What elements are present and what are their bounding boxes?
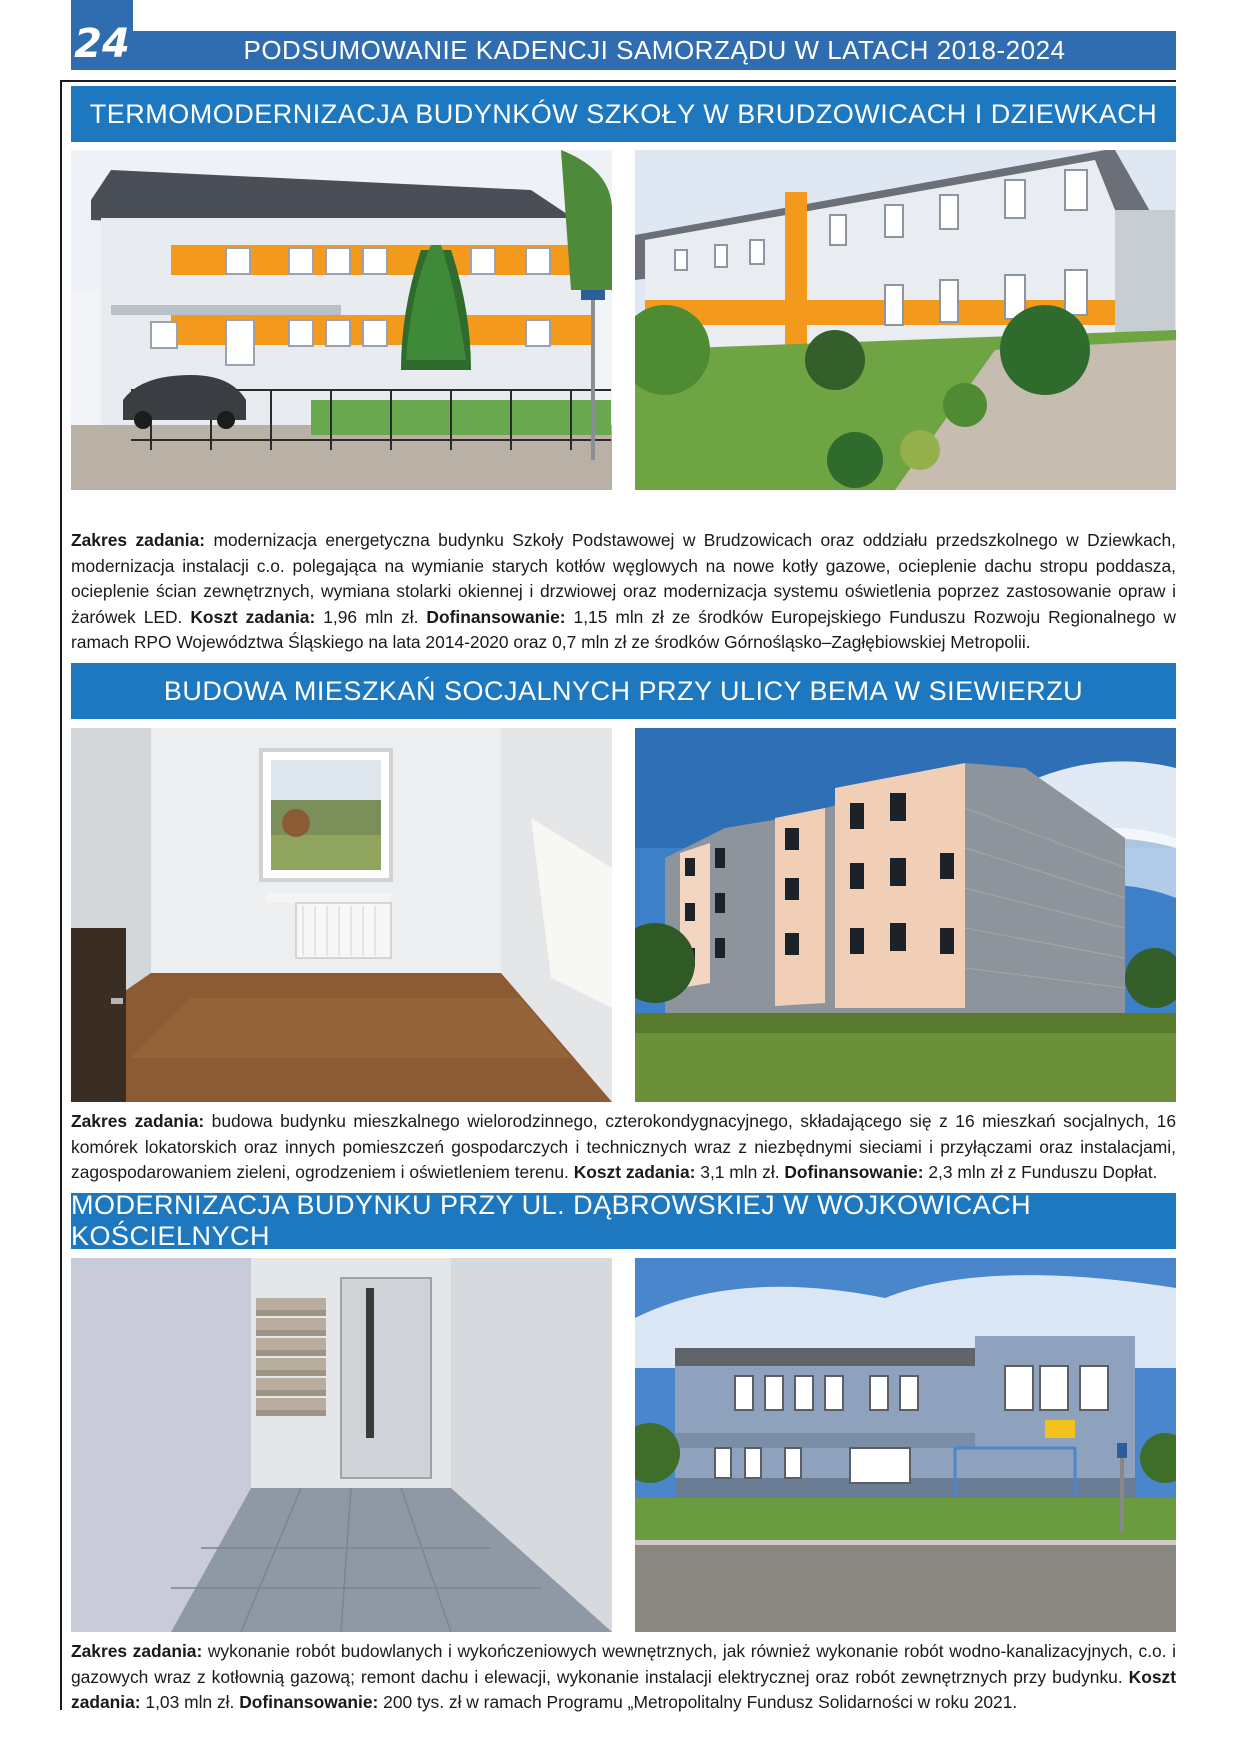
cost-text: 1,96 mln zł. <box>315 606 427 627</box>
header-title: PODSUMOWANIE KADENCJI SAMORZĄDU W LATACH 2018-2024 <box>243 35 1066 65</box>
page-number: 24 <box>71 0 133 70</box>
section-description <box>71 1639 1176 1716</box>
cost-label: Koszt zadania: <box>190 606 316 627</box>
header-rule <box>60 80 1176 82</box>
section-description <box>71 528 1176 656</box>
funding-text: 1,15 mln zł ze środków Europejskiego Funduszu Rozwoju Regionalnego w ramach RPO Województwa Śląskiego na lata 2014-2020 oraz 0,7 mln zł ze środków Górnośląsko–Zagłębiowskiej Metropolii. <box>71 606 1176 653</box>
scope-label: Zakres zadania: <box>71 1111 205 1131</box>
grey-building-photo <box>635 1258 1176 1632</box>
scope-text: modernizacja energetyczna budynku Szkoły Podstawowej w Brudzowicach oraz oddziału przedszkolnego w Dziewkach, modernizacja instalacji c.o. polegająca na wymianie starych kotłów węglowych na nowe kotły gazowe, ocieplenie dachu stropu poddasza, ocieplenie ścian zewnętrznych, wymiana stolarki okiennej i drzwiowej oraz modernizacja systemu oświetlenia poprzez zastosowanie opraw i żarówek LED. <box>71 530 1176 627</box>
section-title-bar <box>71 663 1176 719</box>
scope-text: budowa budynku mieszkalnego wielorodzinnego, czterokondygnacyjnego, składającego się z 16 mieszkań socjalnych, 16 komórek lokatorskich oraz innych pomieszczeń gospodarczych i technicznych wraz z niezbędnymi sieciami i przyłączami oraz instalacjami, zagospodarowaniem zieleni, ogrodzeniem i oświetleniem terenu. <box>71 1111 1176 1183</box>
school-side-photo <box>635 150 1176 490</box>
apartment-building-photo <box>635 728 1176 1102</box>
funding-text: 200 tys. zł w ramach Programu „Metropolitalny Fundusz Solidarności w roku 2021. <box>378 1692 1018 1713</box>
section-title: MODERNIZACJA BUDYNKU PRZY UL. DĄBROWSKIEJ W WOJKOWICACH KOŚCIELNYCH <box>71 1190 1032 1251</box>
section-title: TERMOMODERNIZACJA BUDYNKÓW SZKOŁY W BRUDZOWICACH I DZIEWKACH <box>89 98 1158 129</box>
page-header <box>133 31 1176 70</box>
empty-room-photo <box>71 728 612 1102</box>
school-front-photo <box>71 150 612 490</box>
scope-text: wykonanie robót budowlanych i wykończeniowych wewnętrznych, jak również wykonanie robót wodno-kanalizacyjnych, c.o. i gazowych wraz z kotłownią gazową; remont dachu i elewacji, wykonanie instalacji elektrycznej oraz robót zewnętrznych przy budynku. <box>71 1641 1176 1687</box>
section-title-bar <box>71 86 1176 142</box>
funding-label: Dofinansowanie: <box>784 1162 924 1183</box>
section-description <box>71 1109 1176 1186</box>
scope-label: Zakres zadania: <box>71 1641 203 1661</box>
funding-text: 2,3 mln zł z Funduszu Dopłat. <box>923 1162 1158 1183</box>
hallway-stairs-photo <box>71 1258 612 1632</box>
cost-label: Koszt zadania: <box>573 1162 696 1183</box>
cost-label: Koszt zadania: <box>71 1666 1176 1713</box>
funding-label: Dofinansowanie: <box>239 1692 379 1713</box>
cost-text: 3,1 mln zł. <box>695 1162 785 1183</box>
scope-label: Zakres zadania: <box>71 530 206 550</box>
cost-text: 1,03 mln zł. <box>140 1692 240 1713</box>
margin-rule <box>60 80 62 1710</box>
section-title-bar <box>71 1190 1176 1251</box>
funding-label: Dofinansowanie: <box>426 606 566 627</box>
section-title: BUDOWA MIESZKAŃ SOCJALNYCH PRZY ULICY BEMA W SIEWIERZU <box>163 675 1084 706</box>
